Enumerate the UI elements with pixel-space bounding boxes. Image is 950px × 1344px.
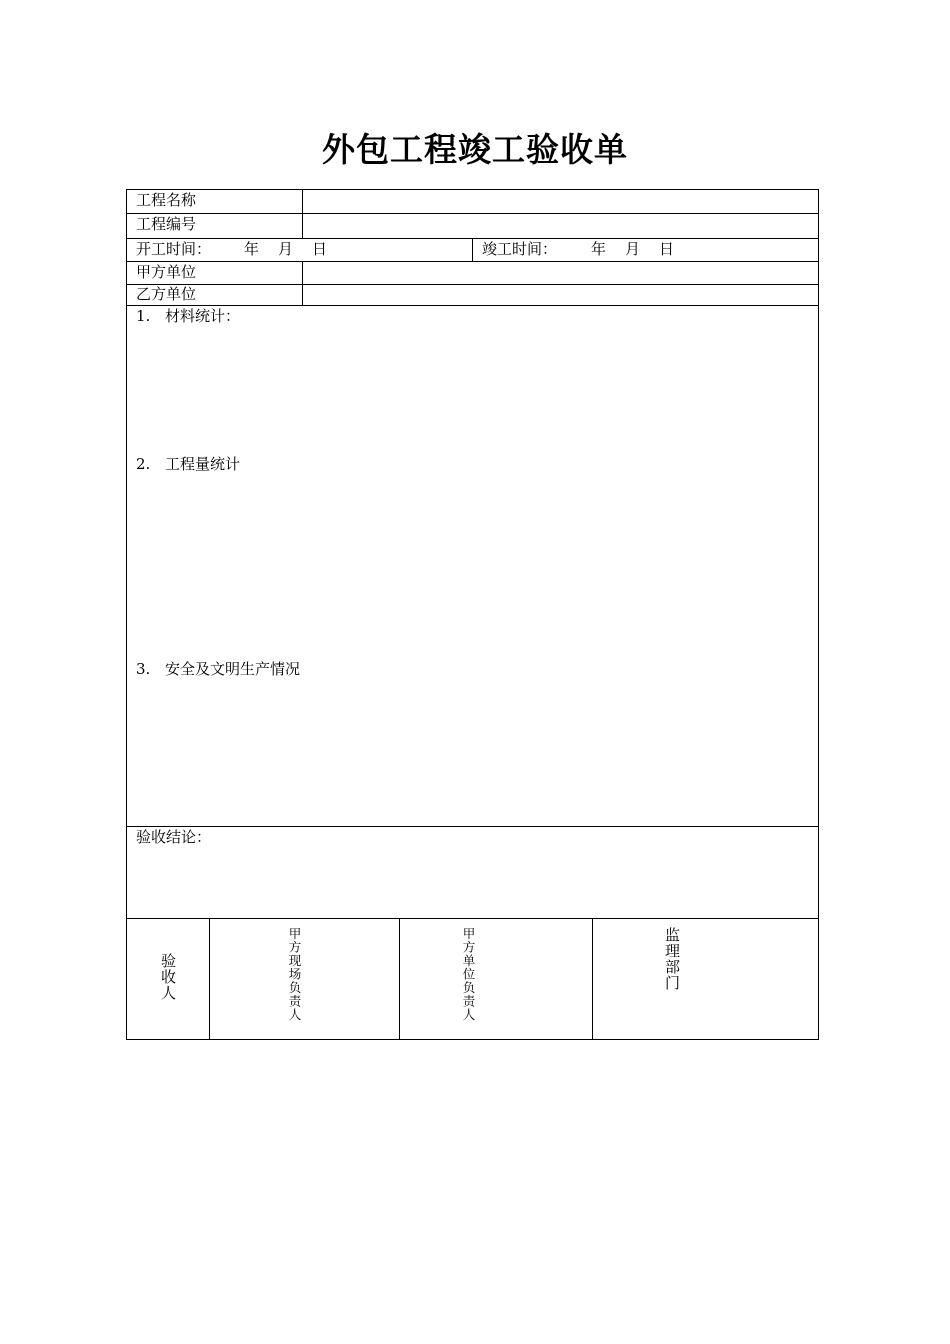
section-safety bbox=[136, 659, 300, 679]
page-title: 外包工程竣工验收单 bbox=[322, 130, 628, 169]
column-divider bbox=[399, 918, 400, 1040]
project-name-label: 工程名称 bbox=[136, 191, 197, 209]
section-workload bbox=[136, 454, 240, 474]
party-a-unit-manager-label: 甲方单位负责人 bbox=[461, 927, 476, 1022]
start-time-label: 开工时间： bbox=[136, 240, 212, 258]
party-b-label: 乙方单位 bbox=[136, 285, 197, 303]
end-year-unit: 年 bbox=[591, 240, 607, 258]
section-label: 安全及文明生产情况 bbox=[165, 660, 301, 678]
row-divider bbox=[126, 918, 819, 919]
project-number-field[interactable] bbox=[303, 214, 818, 237]
row-divider bbox=[126, 826, 819, 827]
supervision-dept-label: 监理部门 bbox=[663, 927, 681, 991]
start-month-unit: 月 bbox=[278, 240, 294, 258]
party-a-label: 甲方单位 bbox=[136, 263, 197, 281]
section-label: 工程量统计 bbox=[165, 455, 241, 473]
section-number: 1. bbox=[136, 307, 151, 325]
section-number: 2. bbox=[136, 455, 151, 473]
start-day-unit: 日 bbox=[312, 240, 328, 258]
signers-label: 验收人 bbox=[159, 953, 177, 1001]
end-time-label: 竣工时间： bbox=[482, 240, 558, 258]
column-divider bbox=[209, 918, 210, 1040]
section-materials bbox=[136, 306, 240, 326]
party-a-site-manager-label: 甲方现场负责人 bbox=[287, 927, 302, 1022]
start-year-unit: 年 bbox=[244, 240, 260, 258]
section-label: 材料统计： bbox=[165, 307, 241, 325]
column-divider bbox=[592, 918, 593, 1040]
party-a-field[interactable] bbox=[303, 262, 818, 283]
project-number-label: 工程编号 bbox=[136, 215, 197, 233]
end-month-unit: 月 bbox=[625, 240, 641, 258]
section-number: 3. bbox=[136, 660, 151, 678]
party-b-field[interactable] bbox=[303, 285, 818, 304]
project-name-field[interactable] bbox=[303, 190, 818, 212]
end-day-unit: 日 bbox=[659, 240, 675, 258]
conclusion-label: 验收结论： bbox=[136, 828, 212, 846]
column-divider bbox=[472, 238, 473, 261]
